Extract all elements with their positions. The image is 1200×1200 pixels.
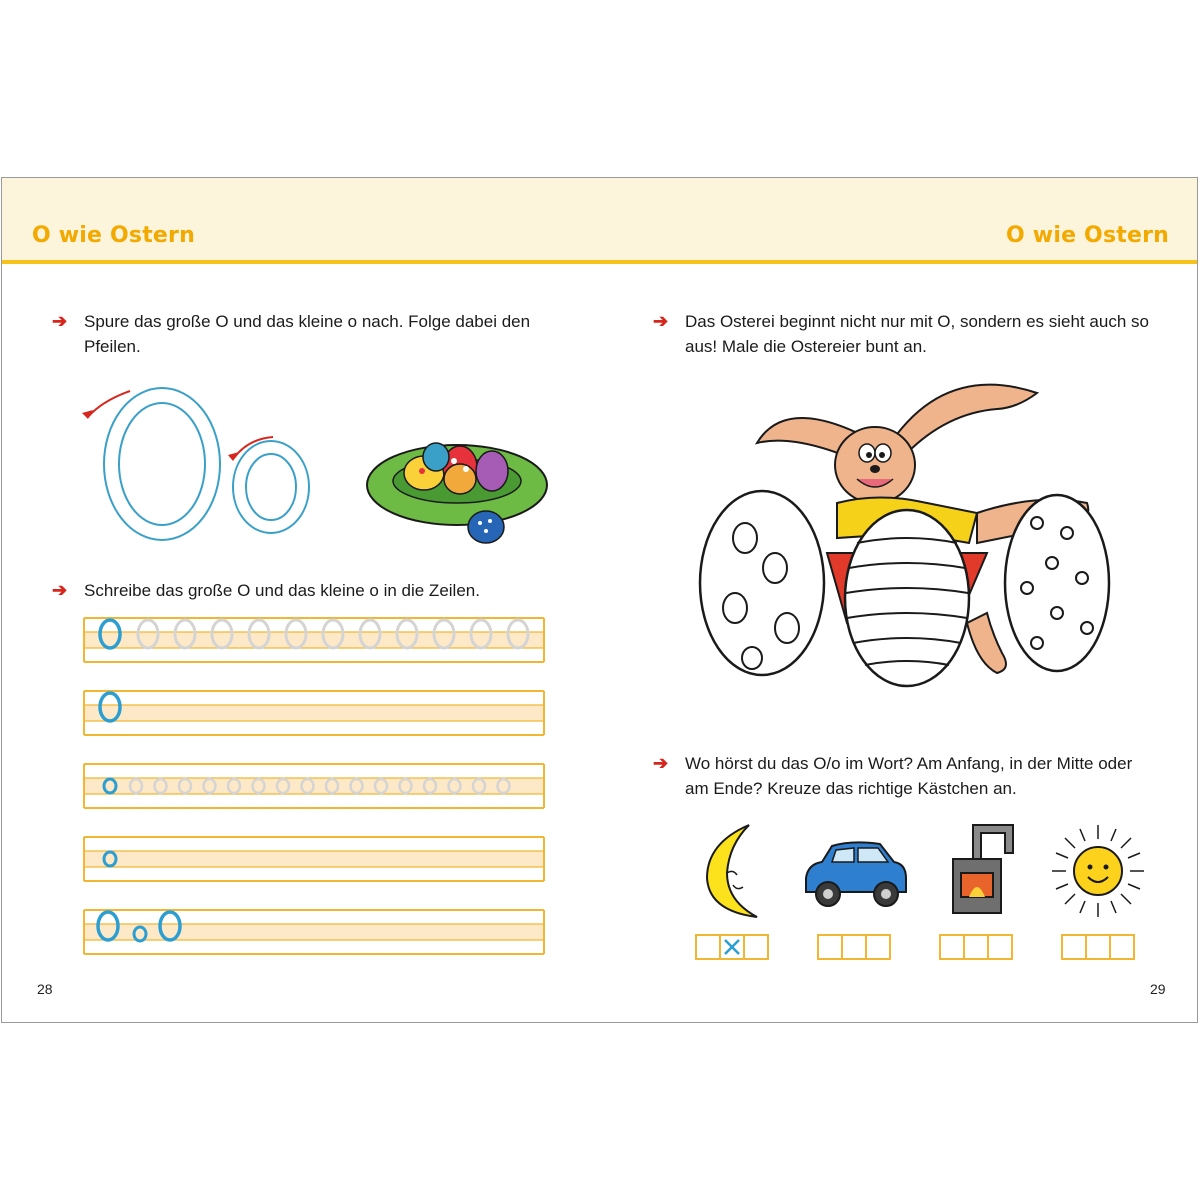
check-box[interactable] [1110,935,1134,959]
check-box[interactable] [842,935,866,959]
header-band [2,178,1197,262]
writing-band [84,705,544,721]
writing-band [84,851,544,867]
book-spread [1,177,1198,1023]
check-box[interactable] [988,935,1012,959]
writing-band [84,924,544,940]
egg-left [700,491,824,675]
writing-lines [84,618,546,960]
right-page-title: O wie Ostern [1006,223,1169,248]
left-instruction-2: ➔ Schreibe das große O und das kleine o in die Zeilen. [84,578,554,603]
arrow-bullet-icon: ➔ [52,311,68,331]
car-icon [802,838,910,910]
check-box[interactable] [1086,935,1110,959]
direction-arrow-icon [88,391,130,417]
moon-icon [697,823,769,919]
check-box[interactable] [696,935,720,959]
page-number-right: 29 [1150,981,1166,997]
check-box[interactable] [1062,935,1086,959]
arrow-bullet-icon: ➔ [52,580,68,600]
stove-icon [947,823,1017,919]
easter-nest-icon [362,423,552,553]
header-rule [2,260,1197,264]
check-box[interactable] [866,935,890,959]
check-box[interactable] [940,935,964,959]
sun-icon [1050,823,1146,919]
right-instruction-2: ➔ Wo hörst du das O/o im Wort? Am Anfang, in der Mitte oder am Ende? Kreuze das richtige Kästchen an. [653,753,1133,798]
page-number-left: 28 [37,981,53,997]
check-box[interactable] [964,935,988,959]
check-box[interactable] [818,935,842,959]
left-page-title: O wie Ostern [32,223,195,248]
easter-bunny-icon [697,373,1117,703]
trace-letters [62,373,342,553]
left-instruction-1: ➔ Spure das große O und das kleine o nach. Folge dabei den Pfeilen. [52,311,531,356]
answer-boxes [695,934,1137,960]
right-instruction-1: ➔ Das Osterei beginnt nicht nur mit O, sondern es sieht auch so aus! Male die Ostereier bunt an. [653,311,1149,356]
check-box[interactable] [744,935,768,959]
arrow-bullet-icon: ➔ [653,311,669,331]
arrow-bullet-icon: ➔ [653,753,669,773]
